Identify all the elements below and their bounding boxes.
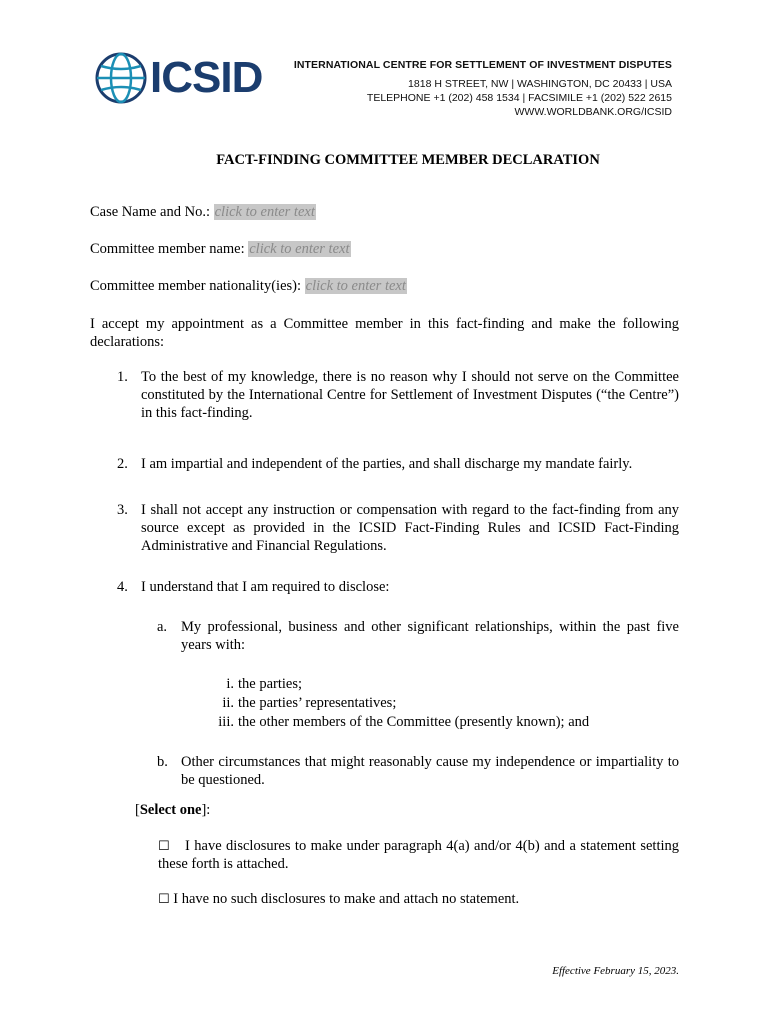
- item-number: 2.: [117, 456, 128, 472]
- member-nationality-label: Committee member nationality(ies):: [90, 278, 302, 294]
- org-phone: TELEPHONE +1 (202) 458 1534 | FACSIMILE +1 (202) 522 2615: [366, 92, 672, 104]
- select-one-instruction: [135, 801, 210, 819]
- sub-item-letter: b.: [157, 754, 168, 770]
- item-text: I am impartial and independent of the parties, and shall discharge my mandate fairly.: [141, 456, 633, 472]
- roman-text: the parties;: [238, 676, 303, 692]
- item-text: To the best of my knowledge, there is no reason why I should not serve on the Committee constituted by the International Centre for Settlement of Investment Disputes (“the Centre”) in this fact-finding.: [141, 369, 679, 421]
- bracket-open: [: [135, 802, 140, 818]
- option-disclosures-text: I have disclosures to make under paragraph 4(a) and/or 4(b) and a statement setting these forth is attached.: [158, 838, 679, 872]
- roman-number: i.: [226, 676, 234, 692]
- item-number: 4.: [117, 579, 128, 595]
- roman-number: iii.: [218, 714, 234, 730]
- option-no-disclosures-text: I have no such disclosures to make and attach no statement.: [173, 891, 520, 907]
- icsid-globe-logo-icon: [95, 52, 147, 104]
- option-disclosures-checkbox[interactable]: ☐: [158, 839, 170, 854]
- roman-text: the other members of the Committee (presently known); and: [238, 714, 590, 730]
- member-name-field: [90, 240, 351, 258]
- logo-text: ICSID: [150, 53, 263, 102]
- sub-item-text: Other circumstances that might reasonably cause my independence or impartiality to be questioned.: [181, 754, 679, 788]
- case-name-input[interactable]: click to enter text: [214, 204, 315, 220]
- item-number: 1.: [117, 369, 128, 385]
- page-title: FACT-FINDING COMMITTEE MEMBER DECLARATION: [216, 152, 600, 168]
- effective-date-footer: Effective February 15, 2023.: [552, 965, 679, 977]
- sub-item-text: My professional, business and other significant relationships, within the past five years with:: [181, 619, 679, 653]
- select-one-label: Select one: [139, 802, 202, 818]
- intro-paragraph: I accept my appointment as a Committee member in this fact-finding and make the following declarations:: [90, 316, 679, 350]
- item-text: I understand that I am required to disclose:: [141, 579, 390, 595]
- org-website: WWW.WORLDBANK.ORG/ICSID: [514, 106, 672, 118]
- sub-item-letter: a.: [157, 619, 168, 635]
- item-number: 3.: [117, 502, 128, 518]
- member-nationality-field: [90, 277, 407, 295]
- org-name: INTERNATIONAL CENTRE FOR SETTLEMENT OF INVESTMENT DISPUTES: [293, 59, 672, 71]
- roman-number: ii.: [222, 695, 234, 711]
- member-nationality-input[interactable]: click to enter text: [305, 278, 406, 294]
- option-no-disclosures-checkbox[interactable]: ☐: [158, 892, 170, 907]
- option-no-disclosures-row: [158, 890, 519, 909]
- org-address: 1818 H STREET, NW | WASHINGTON, DC 20433 | USA: [408, 78, 672, 90]
- item-text: I shall not accept any instruction or compensation with regard to the fact-finding from any source except as provided in the ICSID Fact-Finding Rules and ICSID Fact-Finding Administrative and Financial Regulations.: [141, 502, 679, 554]
- roman-text: the parties’ representatives;: [238, 695, 397, 711]
- member-name-label: Committee member name:: [90, 241, 245, 257]
- bracket-close: ]:: [201, 802, 211, 818]
- case-name-field: [90, 203, 316, 221]
- member-name-input[interactable]: click to enter text: [249, 241, 350, 257]
- case-name-label: Case Name and No.:: [90, 204, 210, 220]
